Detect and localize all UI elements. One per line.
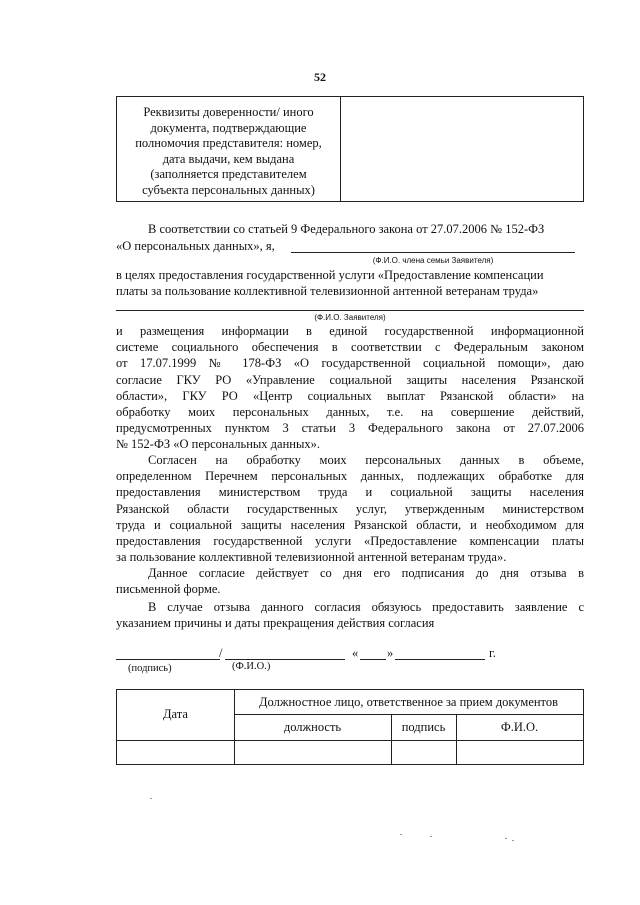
date-quote-close: » xyxy=(387,646,394,660)
paragraph-line: за пользование коллективной телевизионной антенной ветеранам труда». xyxy=(116,550,507,565)
paragraph-line: предоставления министерством труда и социальной защиты населения xyxy=(116,485,584,500)
validity-paragraph xyxy=(116,565,584,597)
name-header: Ф.И.О. xyxy=(500,720,539,734)
proxy-details-field[interactable] xyxy=(343,99,579,199)
proxy-details-line: документа, подтверждающие xyxy=(150,120,307,135)
date-header: Дата xyxy=(163,707,188,721)
table-divider xyxy=(340,97,341,201)
paragraph-line: обработку моих персональных данных, т.е. на совершение действий, xyxy=(116,405,584,420)
official-header: Должностное лицо, ответственное за прием документов xyxy=(258,695,559,709)
consent-intro-line-2: «О персональных данных», я, xyxy=(116,239,275,253)
paragraph-line: письменной форме. xyxy=(116,582,221,597)
paragraph-line: указанием причины и даты прекращения действия согласия xyxy=(116,616,435,631)
proxy-details-line: полномочия представителя: номер, xyxy=(135,136,322,150)
proxy-details-line: субъекта персональных данных) xyxy=(142,182,315,197)
consent-intro-line: В соответствии со статьей 9 Федерального закона от 27.07.2006 № 152-ФЗ xyxy=(148,222,545,236)
scan-speck xyxy=(505,838,507,839)
signature-header: подпись xyxy=(401,720,446,734)
paragraph-line: В случае отзыва данного согласия обязуюсь предоставить заявление с xyxy=(148,600,584,614)
paragraph-line: предоставления государственной услуги «Предоставление компенсации платы xyxy=(116,534,584,549)
date-cell[interactable] xyxy=(118,742,232,762)
name-label: (Ф.И.О.) xyxy=(232,661,271,672)
table-divider xyxy=(234,714,583,715)
paragraph-line: согласие ГКУ РО «Управление социальной защиты населения Рязанской xyxy=(116,372,584,387)
position-cell[interactable] xyxy=(236,742,390,762)
year-suffix: г. xyxy=(489,646,496,660)
paragraph-line: определенном Перечнем персональных данных, подлежащих обработке для xyxy=(116,469,584,484)
date-day-field[interactable] xyxy=(360,659,386,660)
paragraph-line: труда и социальной защиты населения Рязанской области, и необходимом для xyxy=(116,517,584,532)
proxy-details-line: Реквизиты доверенности/ иного xyxy=(143,105,314,119)
signature-cell[interactable] xyxy=(393,742,455,762)
acceptance-table xyxy=(116,689,584,765)
paragraph-line: № 152-ФЗ «О персональных данных». xyxy=(116,437,320,452)
applicant-name-field[interactable] xyxy=(116,310,584,311)
proxy-details-line: (заполняется представителем xyxy=(150,167,307,181)
paragraph-line: от 17.07.1999 № 178-ФЗ «О государственной социальной помощи», даю xyxy=(116,356,584,371)
consent-paragraph xyxy=(116,323,584,453)
family-member-caption: (Ф.И.О. члена семьи Заявителя) xyxy=(372,256,494,265)
scan-speck xyxy=(400,834,402,835)
proxy-details-line: дата выдачи, кем выдана xyxy=(162,151,295,166)
withdrawal-paragraph xyxy=(116,599,584,631)
applicant-caption: (Ф.И.О. Заявителя) xyxy=(314,313,386,322)
paragraph-line: и размещения информации в единой государственной информационной xyxy=(116,324,584,338)
date-quote-open: « xyxy=(352,646,359,660)
paragraph-line: Данное согласие действует со дня его подписания до дня отзыва в xyxy=(148,566,584,580)
scan-speck xyxy=(512,840,514,841)
paragraph-line: Согласен на обработку моих персональных данных в объеме, xyxy=(148,453,584,467)
agreement-paragraph xyxy=(116,452,584,565)
proxy-details-table xyxy=(116,96,584,202)
scan-speck xyxy=(150,798,152,799)
date-month-year-field[interactable] xyxy=(395,659,485,660)
signature-field[interactable] xyxy=(116,659,220,660)
paragraph-line: системе социального обеспечения в соответствии с Федеральным законом xyxy=(116,340,584,355)
proxy-details-label xyxy=(119,105,338,198)
signature-label: (подпись) xyxy=(128,663,172,674)
family-member-name-field[interactable] xyxy=(291,252,575,253)
purpose-line: в целях предоставления государственной услуги «Предоставление компенсации xyxy=(116,268,544,282)
scan-speck xyxy=(430,836,432,837)
paragraph-line: области», ГКУ РО «Центр социальных выплат Рязанской области» на xyxy=(116,388,584,403)
position-header: должность xyxy=(283,720,342,734)
paragraph-line: предусмотренных пунктом 3 статьи 3 Федерального закона от 27.07.2006 xyxy=(116,421,584,436)
signature-slash: / xyxy=(219,646,223,660)
paragraph-line: Рязанской области государственных услуг, утвержденным министерством xyxy=(116,501,584,516)
table-divider xyxy=(117,740,583,741)
name-cell[interactable] xyxy=(458,742,582,762)
purpose-line: платы за пользование коллективной телевизионной антенной ветеранам труда» xyxy=(116,284,539,298)
page-number: 52 xyxy=(314,70,326,84)
